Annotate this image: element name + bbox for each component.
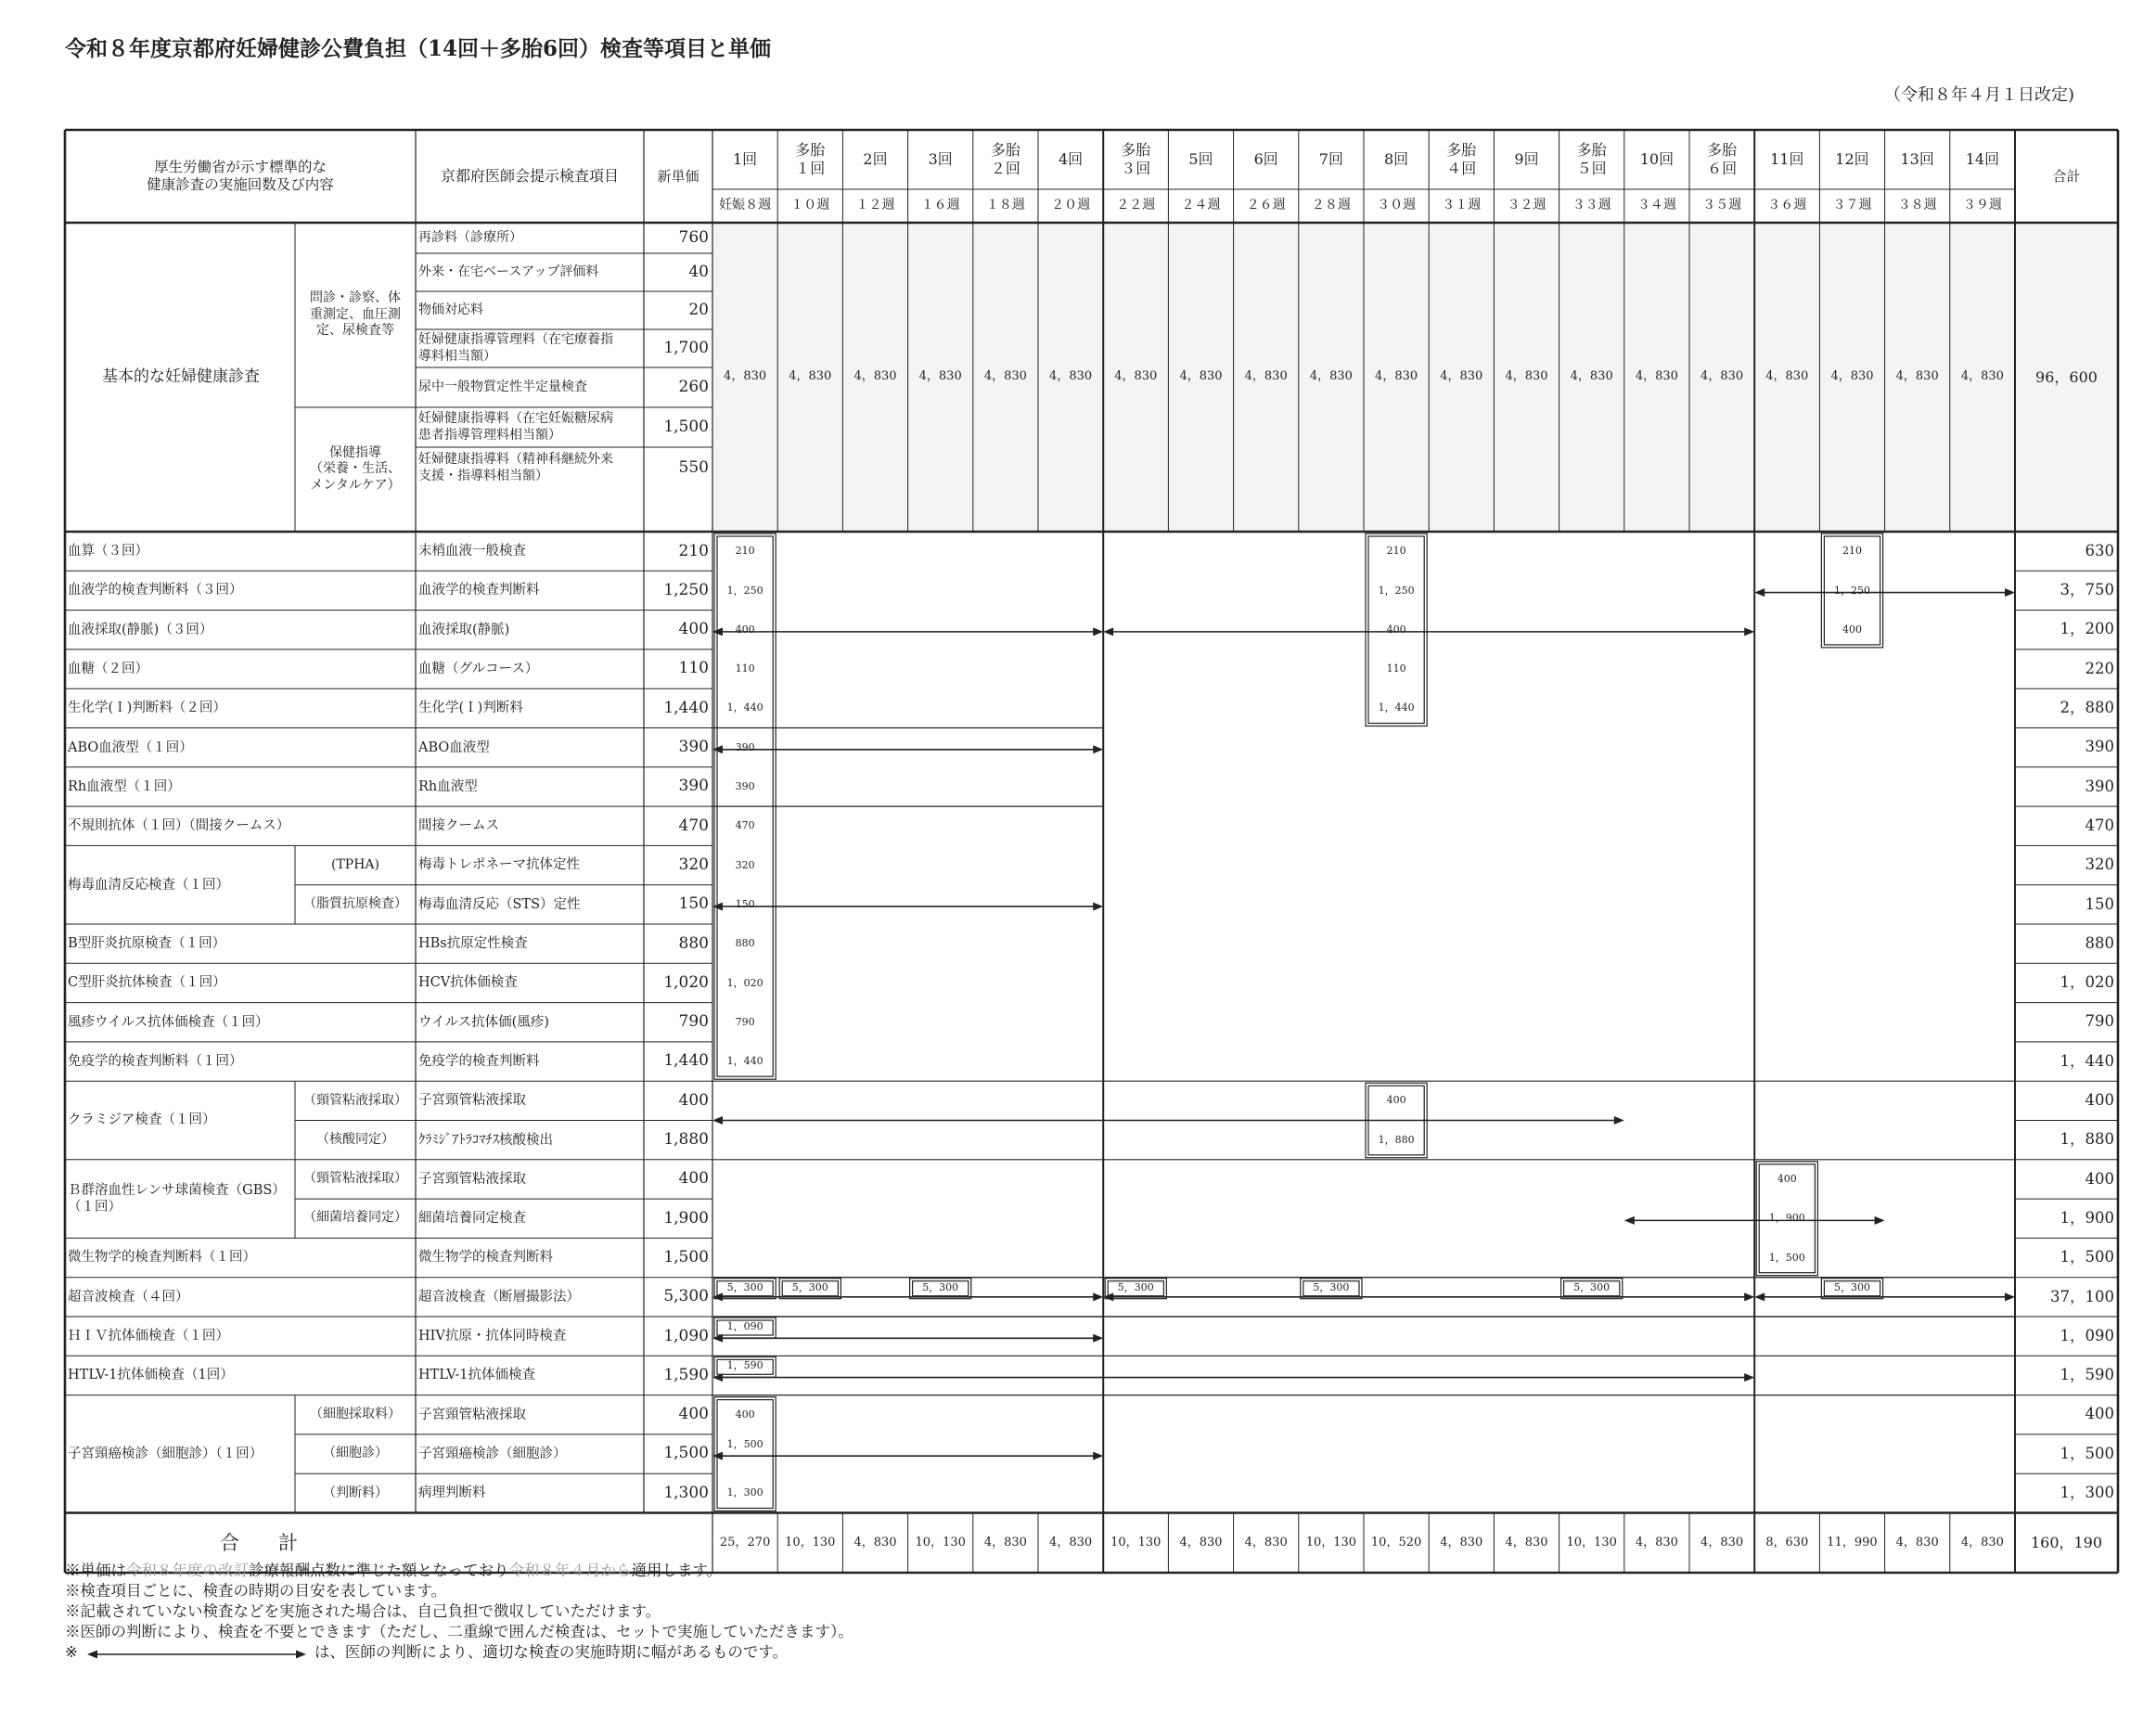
exam-sub-label: （頸管粘液採取） bbox=[303, 1092, 407, 1108]
header-visit-week: １０週 bbox=[790, 198, 830, 213]
header-visit-number: 3回 bbox=[928, 150, 953, 168]
exam-check-item: 血液採取(静脈) bbox=[418, 622, 510, 637]
header-total: 合計 bbox=[2052, 167, 2081, 185]
header-visit-number: 10回 bbox=[1639, 150, 1675, 168]
exam-sub-label: （判断料） bbox=[323, 1485, 388, 1500]
exam-unit-price: 1,500 bbox=[663, 1444, 709, 1463]
visit-total: 10，130 bbox=[1110, 1535, 1161, 1549]
exam-check-item: 血糖（グルコース） bbox=[418, 661, 539, 676]
exam-unit-price: 110 bbox=[678, 659, 709, 678]
exam-sub-label: （細胞診） bbox=[323, 1446, 388, 1461]
visit-total: 4，830 bbox=[853, 1535, 897, 1549]
visit12-amount: 400 bbox=[1842, 623, 1862, 636]
exam-standard-label: 梅毒血清反応検査（１回） bbox=[68, 877, 229, 893]
exam-total: 1，900 bbox=[2060, 1208, 2114, 1227]
visit-total: 25，270 bbox=[719, 1535, 771, 1549]
page-title: 令和８年度京都府妊婦健診公費負担（14回＋多胎6回）検査等項目と単価 bbox=[65, 36, 772, 61]
header-visit-week: ２４週 bbox=[1181, 198, 1221, 213]
basic-visit-amount: 4，830 bbox=[1244, 369, 1288, 384]
basic-visit-amount: 4，830 bbox=[983, 369, 1027, 384]
basic-check-item: 妊婦健康指導料（在宅妊娠糖尿病 患者指導管理料相当額） bbox=[418, 411, 613, 443]
exam-total: 400 bbox=[2085, 1091, 2114, 1110]
visit1-amount: 320 bbox=[735, 858, 755, 871]
exam-check-item: 病理判断料 bbox=[418, 1485, 486, 1501]
exam-check-item: 梅毒トレポネーマ抗体定性 bbox=[418, 857, 580, 873]
cervical-amount: 1，300 bbox=[726, 1486, 764, 1499]
basic-visit-amount: 4，830 bbox=[1179, 369, 1223, 384]
exam-unit-price: 790 bbox=[678, 1012, 709, 1032]
exam-sub-label: （核酸同定） bbox=[316, 1131, 394, 1147]
gbs-amount: 400 bbox=[1777, 1173, 1797, 1186]
header-visit-week: ３９週 bbox=[1962, 198, 2002, 213]
exam-check-item: 子宮頸管粘液採取 bbox=[418, 1093, 526, 1109]
exam-unit-price: 1,500 bbox=[663, 1247, 709, 1266]
chlamydia-amount: 400 bbox=[1386, 1094, 1406, 1107]
totals-label: 合 計 bbox=[220, 1531, 298, 1554]
header-visit-number: 多胎 ４回 bbox=[1446, 141, 1477, 177]
header-visit-number: 11回 bbox=[1770, 150, 1804, 168]
exam-total: 1，590 bbox=[2060, 1366, 2114, 1384]
exam-standard-label: 血液採取(静脈)（３回） bbox=[68, 622, 213, 637]
exam-total: 1，880 bbox=[2060, 1130, 2114, 1149]
exam-unit-price: 400 bbox=[678, 1169, 709, 1189]
exam-total: 1，090 bbox=[2060, 1326, 2114, 1344]
exam-unit-price: 1,880 bbox=[663, 1130, 709, 1150]
exam-standard-label: 血糖（２回） bbox=[68, 661, 148, 676]
exam-standard-label: ABO血液型（１回） bbox=[68, 739, 193, 755]
header-visit-week: １８週 bbox=[985, 198, 1025, 213]
exam-check-item: 細菌培養同定検査 bbox=[418, 1211, 526, 1227]
exam-sub-label: （細菌培養同定） bbox=[303, 1210, 407, 1226]
exam-standard-label: Ｂ群溶血性レンサ球菌検査（GBS） （１回） bbox=[68, 1182, 286, 1215]
basic-visit-amount: 4，830 bbox=[789, 369, 832, 384]
exam-standard-label: Rh血液型（１回） bbox=[68, 778, 181, 794]
header-visit-week: ３３週 bbox=[1572, 198, 1611, 213]
exam-unit-price: 400 bbox=[678, 620, 709, 639]
header-visit-week: 妊娠８週 bbox=[719, 198, 772, 213]
visit8-amount: 1，440 bbox=[1378, 701, 1415, 714]
exam-total: 1，200 bbox=[2060, 620, 2114, 638]
exam-check-item: ウイルス抗体価(風疹) bbox=[418, 1014, 549, 1030]
visit-total: 4，830 bbox=[1440, 1535, 1483, 1549]
header-visit-week: ２２週 bbox=[1116, 198, 1156, 213]
visit-total: 4，830 bbox=[1960, 1535, 2004, 1549]
exam-unit-price: 1,020 bbox=[663, 972, 709, 992]
exam-total: 390 bbox=[2085, 738, 2114, 756]
exam-sub-label: （頸管粘液採取） bbox=[303, 1171, 407, 1187]
visit-total: 4，830 bbox=[1700, 1535, 1744, 1549]
exam-standard-label: C型肝炎抗体検査（１回） bbox=[68, 975, 226, 991]
exam-check-item: HCV抗体価検査 bbox=[418, 975, 518, 991]
exam-unit-price: 1,440 bbox=[663, 1051, 709, 1071]
exam-check-item: ABO血液型 bbox=[418, 739, 490, 755]
basic-check-item: 妊婦健康指導管理料（在宅療養指 導料相当額） bbox=[418, 332, 613, 364]
exam-check-item: ｸﾗﾐｼﾞｱﾄﾗｺﾏﾁｽ核酸検出 bbox=[418, 1132, 553, 1148]
gbs-amount: 1，900 bbox=[1768, 1212, 1805, 1225]
visit-total: 10，520 bbox=[1370, 1535, 1422, 1549]
exam-standard-label: 微生物学的検査判断料（１回） bbox=[68, 1250, 256, 1266]
exam-check-item: 梅毒血清反応（STS）定性 bbox=[418, 896, 581, 912]
exam-standard-label: 血液学的検査判断料（３回） bbox=[68, 583, 243, 598]
header-visit-week: １２週 bbox=[855, 198, 895, 213]
exam-standard-label: クラミジア検査（１回） bbox=[68, 1112, 216, 1128]
header-visit-week: ３７週 bbox=[1832, 198, 1872, 213]
exam-check-item: 子宮頸管粘液採取 bbox=[418, 1171, 526, 1187]
visit1-amount: 1，250 bbox=[726, 584, 764, 597]
exam-sub-label: （脂質抗原検査） bbox=[303, 896, 407, 912]
header-visit-number: 多胎 ６回 bbox=[1707, 141, 1738, 177]
note-5: ※ は、医師の判断により、適切な検査の実施時期に幅があるものです。 bbox=[65, 1643, 789, 1661]
visit1-amount: 1，440 bbox=[726, 701, 764, 714]
visit-total: 10，130 bbox=[1566, 1535, 1617, 1549]
visit1-amount: 470 bbox=[735, 819, 755, 832]
exam-sub-label: (TPHA) bbox=[330, 856, 379, 872]
basic-visit-amount: 4，830 bbox=[1960, 369, 2004, 384]
visit1-amount: 790 bbox=[735, 1015, 755, 1028]
exam-check-item: 子宮頸管粘液採取 bbox=[418, 1407, 526, 1422]
basic-visit-amount: 4，830 bbox=[1895, 369, 1939, 384]
cervical-amount: 400 bbox=[735, 1408, 755, 1421]
header-visit-number: 2回 bbox=[863, 150, 888, 168]
note-2: ※検査項目ごとに、検査の時期の目安を表しています。 bbox=[65, 1582, 447, 1600]
exam-total: 1，020 bbox=[2060, 973, 2114, 992]
basic-visit-amount: 4，830 bbox=[1049, 369, 1093, 384]
basic-visit-amount: 4，830 bbox=[1505, 369, 1548, 384]
exam-unit-price: 150 bbox=[678, 894, 709, 914]
exam-total: 790 bbox=[2085, 1012, 2114, 1031]
basic-visit-amount: 4，830 bbox=[1309, 369, 1353, 384]
grand-total: 160，190 bbox=[2030, 1533, 2103, 1551]
basic-visit-amount: 4，830 bbox=[1114, 369, 1158, 384]
exam-total: 150 bbox=[2085, 894, 2114, 913]
visit12-amount: 1，250 bbox=[1833, 584, 1870, 597]
header-visit-number: 13回 bbox=[1900, 150, 1934, 168]
exam-standard-label: 超音波検査（４回） bbox=[68, 1289, 189, 1305]
exam-total: 3，750 bbox=[2060, 581, 2114, 599]
exam-unit-price: 320 bbox=[678, 855, 709, 874]
visit8-amount: 110 bbox=[1386, 662, 1406, 675]
visit1-amount: 1，020 bbox=[726, 976, 764, 989]
header-visit-number: 1回 bbox=[733, 150, 758, 168]
basic-visit-amount: 4，830 bbox=[1700, 369, 1744, 384]
header-visit-number: 多胎 １回 bbox=[795, 141, 826, 177]
header-visit-number: 4回 bbox=[1059, 150, 1084, 168]
gbs-amount: 1，500 bbox=[1768, 1251, 1805, 1264]
exam-standard-label: B型肝炎抗原検査（１回） bbox=[68, 936, 226, 952]
visit8-amount: 400 bbox=[1386, 623, 1406, 636]
exam-unit-price: 1,440 bbox=[663, 698, 709, 717]
exam-check-item: 末梢血液一般検査 bbox=[418, 544, 526, 559]
visit-total: 10，130 bbox=[785, 1535, 836, 1549]
exam-standard-label: 免疫学的検査判断料（１回） bbox=[68, 1053, 243, 1069]
header-visit-number: 5回 bbox=[1188, 150, 1213, 168]
header-visit-week: ３８週 bbox=[1897, 198, 1937, 213]
exam-total: 390 bbox=[2085, 777, 2114, 795]
exam-sub-label: （細胞採取料） bbox=[310, 1406, 401, 1421]
exam-unit-price: 1,900 bbox=[663, 1208, 709, 1228]
exam-standard-label: 子宮頸癌検診（細胞診）（１回） bbox=[68, 1446, 263, 1461]
basic-check-item: 妊婦健康指導料（精神科継続外来 支援・指導料相当額） bbox=[418, 452, 613, 483]
basic-unit-price: 550 bbox=[678, 457, 709, 477]
visit-total: 4，830 bbox=[1505, 1535, 1548, 1549]
header-visit-week: ３０週 bbox=[1377, 198, 1417, 213]
basic-visit-amount: 4，830 bbox=[1765, 369, 1809, 384]
exam-total: 2，880 bbox=[2060, 699, 2114, 717]
exam-standard-label: 生化学(Ｉ)判断料（２回） bbox=[68, 701, 226, 716]
exam-total: 880 bbox=[2085, 933, 2114, 952]
visit-total: 10，130 bbox=[915, 1535, 966, 1549]
exam-total: 320 bbox=[2085, 855, 2114, 874]
ultrasound-amount: 5，300 bbox=[1117, 1280, 1154, 1293]
exam-check-item: Rh血液型 bbox=[418, 778, 478, 794]
header-visit-number: 多胎 ２回 bbox=[990, 141, 1020, 177]
footnotes bbox=[65, 1561, 853, 1663]
exam-check-item: HIV抗原・抗体同時検査 bbox=[418, 1329, 567, 1344]
basic-unit-price: 760 bbox=[678, 227, 709, 247]
ultrasound-amount: 5，300 bbox=[1833, 1280, 1870, 1293]
basic-total: 96，600 bbox=[2035, 367, 2098, 386]
exam-standard-label: 風疹ウイルス抗体価検査（１回） bbox=[68, 1014, 269, 1030]
exam-check-item: HBs抗原定性検査 bbox=[418, 936, 528, 952]
exam-total: 1，500 bbox=[2060, 1248, 2114, 1266]
exam-check-item: 血液学的検査判断料 bbox=[418, 583, 540, 598]
visit-total: 4，830 bbox=[1179, 1535, 1223, 1549]
visit12-amount: 210 bbox=[1842, 545, 1862, 558]
exam-unit-price: 5,300 bbox=[663, 1287, 709, 1306]
basic-visit-amount: 4，830 bbox=[853, 369, 897, 384]
basic-visit-amount: 4，830 bbox=[1375, 369, 1418, 384]
basic-check-item: 物価対応料 bbox=[418, 302, 483, 317]
ultrasound-amount: 5，300 bbox=[1573, 1280, 1611, 1293]
exam-check-item: 超音波検査（断層撮影法） bbox=[418, 1289, 580, 1305]
hiv-amount: 1，090 bbox=[726, 1320, 764, 1332]
revision-date: （令和８年４月１日改定) bbox=[1883, 85, 2074, 105]
visit1-amount: 390 bbox=[735, 740, 755, 753]
basic-visit-amount: 4，830 bbox=[1440, 369, 1483, 384]
ultrasound-amount: 5，300 bbox=[922, 1280, 959, 1293]
ultrasound-amount: 5，300 bbox=[1313, 1280, 1350, 1293]
basic-unit-price: 260 bbox=[678, 377, 709, 396]
exam-standard-label: HTLV-1抗体価検査（1回） bbox=[68, 1368, 234, 1383]
note-4: ※医師の判断により、検査を不要とできます（ただし、二重線で囲んだ検査は、セットで実施していただきます）。 bbox=[65, 1623, 853, 1640]
visit-total: 4，830 bbox=[983, 1535, 1027, 1549]
exam-standard-label: 不規則抗体（１回）（間接クームス） bbox=[68, 818, 290, 834]
exam-standard-label: 血算（３回） bbox=[68, 544, 148, 559]
basic-checkup-label: 基本的な妊婦健康診査 bbox=[102, 366, 260, 386]
visit1-amount: 400 bbox=[735, 623, 755, 636]
basic-visit-amount: 4，830 bbox=[724, 369, 767, 384]
exam-unit-price: 1,590 bbox=[663, 1365, 709, 1384]
basic-unit-price: 1,700 bbox=[663, 338, 709, 357]
header-visit-number: 多胎 ３回 bbox=[1121, 141, 1151, 177]
header-visit-number: 6回 bbox=[1253, 150, 1278, 168]
exam-check-item: 子宮頸癌検診（細胞診） bbox=[418, 1446, 567, 1461]
exam-unit-price: 1,300 bbox=[663, 1483, 709, 1502]
header-visit-week: ３６週 bbox=[1767, 198, 1807, 213]
basic-unit-price: 20 bbox=[688, 300, 709, 319]
basic-sub-guidance: 保健指導 （栄養・生活、 メンタルケア） bbox=[310, 444, 401, 493]
visit-total: 8，630 bbox=[1765, 1535, 1809, 1549]
visit1-amount: 1，440 bbox=[726, 1055, 764, 1068]
exam-check-item: 生化学(Ｉ)判断料 bbox=[418, 701, 523, 716]
header-standard-content: 厚生労働省が示す標準的な 健康診査の実施回数及び内容 bbox=[147, 158, 334, 193]
header-visit-number: 12回 bbox=[1835, 150, 1869, 168]
cervical-amount: 1，500 bbox=[726, 1437, 764, 1450]
chlamydia-amount: 1，880 bbox=[1378, 1133, 1415, 1146]
note-3: ※記載されていない検査などを実施された場合は、自己負担で徴収していただけます。 bbox=[65, 1602, 661, 1620]
exam-check-item: 微生物学的検査判断料 bbox=[418, 1250, 553, 1266]
basic-visit-amount: 4，830 bbox=[1635, 369, 1678, 384]
header-visit-week: ３５週 bbox=[1702, 198, 1742, 213]
exam-standard-label: ＨＩＶ抗体価検査（１回） bbox=[68, 1329, 229, 1344]
exam-check-item: 免疫学的検査判断料 bbox=[418, 1053, 540, 1069]
basic-check-item: 尿中一般物質定性半定量検査 bbox=[418, 379, 587, 394]
exam-total: 1，300 bbox=[2060, 1484, 2114, 1502]
visit1-amount: 150 bbox=[735, 897, 755, 910]
exam-total: 37，100 bbox=[2050, 1287, 2114, 1305]
note-1: ※単価は令和８年度の改訂診療報酬点数に準じた額となっており令和８年４月から適用します。 bbox=[65, 1562, 723, 1579]
visit1-amount: 210 bbox=[735, 545, 755, 558]
exam-unit-price: 400 bbox=[678, 1090, 709, 1110]
exam-unit-price: 1,250 bbox=[663, 580, 709, 599]
exam-total: 630 bbox=[2085, 541, 2114, 559]
exam-unit-price: 210 bbox=[678, 541, 709, 560]
visit-total: 10，130 bbox=[1305, 1535, 1357, 1549]
visit-total: 4，830 bbox=[1895, 1535, 1939, 1549]
header-visit-week: ２８週 bbox=[1311, 198, 1351, 213]
header-check-item: 京都府医師会提示検査項目 bbox=[440, 167, 619, 185]
header-visit-number: 14回 bbox=[1965, 150, 2000, 168]
exam-total: 220 bbox=[2085, 659, 2114, 677]
exam-total: 470 bbox=[2085, 816, 2114, 834]
header-visit-week: ２６週 bbox=[1246, 198, 1286, 213]
basic-visit-amount: 4，830 bbox=[1830, 369, 1874, 384]
visit8-amount: 1，250 bbox=[1378, 584, 1415, 597]
header-visit-week: ３１週 bbox=[1442, 198, 1482, 213]
visit-total: 11，990 bbox=[1827, 1535, 1878, 1549]
exam-unit-price: 390 bbox=[678, 738, 709, 757]
visit1-amount: 880 bbox=[735, 937, 755, 950]
basic-sub-exam: 問診・診察、体 重測定、血圧測 定、尿検査等 bbox=[310, 290, 401, 339]
basic-check-item: 再診料（診療所） bbox=[418, 229, 522, 245]
exam-total: 1，500 bbox=[2060, 1444, 2114, 1462]
basic-visit-amount: 4，830 bbox=[918, 369, 962, 384]
exam-check-item: HTLV-1抗体価検査 bbox=[418, 1368, 535, 1383]
basic-unit-price: 1,500 bbox=[663, 417, 709, 436]
header-visit-week: ３４週 bbox=[1636, 198, 1676, 213]
visit1-amount: 110 bbox=[735, 662, 755, 675]
exam-unit-price: 470 bbox=[678, 816, 709, 835]
exam-total: 1，440 bbox=[2060, 1051, 2114, 1070]
visit-total: 4，830 bbox=[1635, 1535, 1678, 1549]
header-visit-week: ２０週 bbox=[1051, 198, 1091, 213]
visit8-amount: 210 bbox=[1386, 545, 1406, 558]
ultrasound-amount: 5，300 bbox=[791, 1280, 828, 1293]
visit-total: 4，830 bbox=[1244, 1535, 1288, 1549]
exam-total: 400 bbox=[2085, 1405, 2114, 1423]
visit1-amount: 390 bbox=[735, 780, 755, 793]
header-unit-price: 新単価 bbox=[657, 167, 699, 185]
basic-check-item: 外来・在宅ベースアップ評価料 bbox=[418, 264, 599, 279]
header-visit-week: ３２週 bbox=[1507, 198, 1546, 213]
exam-check-item: 間接クームス bbox=[418, 818, 499, 834]
basic-unit-price: 40 bbox=[688, 262, 709, 281]
basic-visit-amount: 4，830 bbox=[1570, 369, 1613, 384]
visit-total: 4，830 bbox=[1049, 1535, 1093, 1549]
header-visit-number: 多胎 ５回 bbox=[1576, 141, 1607, 177]
exam-unit-price: 390 bbox=[678, 777, 709, 796]
htlv-amount: 1，590 bbox=[726, 1359, 764, 1372]
exam-unit-price: 400 bbox=[678, 1405, 709, 1424]
exam-unit-price: 1,090 bbox=[663, 1326, 709, 1345]
header-visit-number: 7回 bbox=[1318, 150, 1343, 168]
header-visit-number: 8回 bbox=[1384, 150, 1409, 168]
exam-total: 400 bbox=[2085, 1169, 2114, 1188]
exam-unit-price: 880 bbox=[678, 933, 709, 953]
ultrasound-amount: 5，300 bbox=[726, 1280, 764, 1293]
header-visit-week: １６週 bbox=[920, 198, 960, 213]
header-visit-number: 9回 bbox=[1514, 150, 1539, 168]
